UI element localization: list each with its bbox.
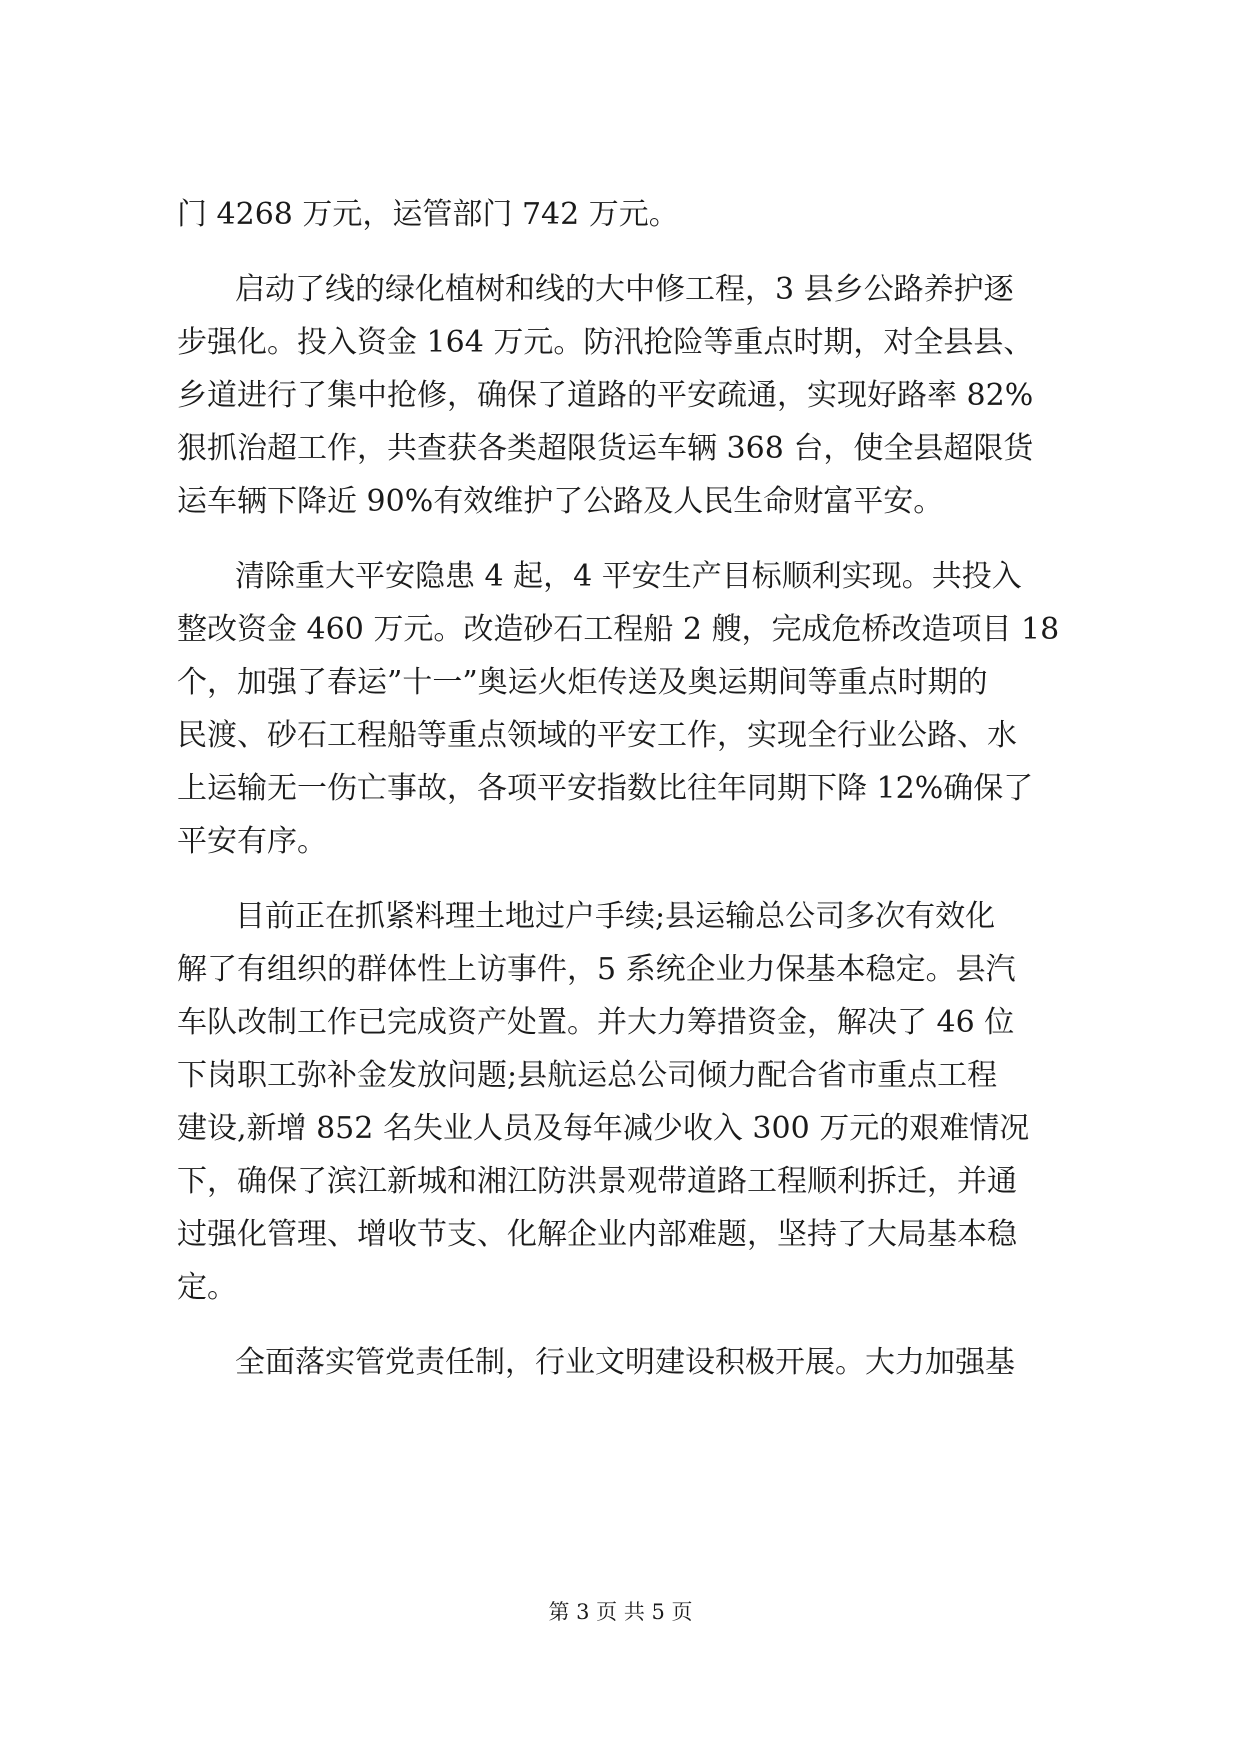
paragraph-line: 定。 <box>177 1270 237 1305</box>
paragraph-line: 清除重大平安隐患 4 起，4 平安生产目标顺利实现。共投入 <box>235 559 1022 594</box>
paragraph-line: 运车辆下降近 90%有效维护了公路及人民生命财富平安。 <box>177 484 944 519</box>
paragraph-line: 平安有序。 <box>177 824 327 859</box>
paragraph-line: 步强化。投入资金 164 万元。防汛抢险等重点时期，对全县县、 <box>177 325 1034 360</box>
paragraph-line: 解了有组织的群体性上访事件，5 系统企业力保基本稳定。县汽 <box>177 952 1016 987</box>
paragraph-line: 乡道进行了集中抢修，确保了道路的平安疏通，实现好路率 82% <box>177 378 1034 413</box>
paragraph-line: 建设,新增 852 名失业人员及每年减少收入 300 万元的艰难情况 <box>177 1111 1030 1146</box>
paragraph-line: 民渡、砂石工程船等重点领域的平安工作，实现全行业公路、水 <box>177 718 1017 753</box>
paragraph-line: 狠抓治超工作，共查获各类超限货运车辆 368 台，使全县超限货 <box>177 431 1034 466</box>
paragraph-line: 个，加强了春运”十一”奥运火炬传送及奥运期间等重点时期的 <box>177 665 988 700</box>
paragraph-line: 上运输无一伤亡事故，各项平安指数比往年同期下降 12%确保了 <box>177 771 1034 806</box>
paragraph-line: 过强化管理、增收节支、化解企业内部难题，坚持了大局基本稳 <box>177 1217 1017 1252</box>
paragraph-line: 目前正在抓紧料理土地过户手续;县运输总公司多次有效化 <box>235 899 996 934</box>
page-number-footer: 第 3 页 共 5 页 <box>548 1600 693 1624</box>
paragraph-line: 启动了线的绿化植树和线的大中修工程，3 县乡公路养护逐 <box>235 272 1014 307</box>
paragraph-line: 下岗职工弥补金发放问题;县航运总公司倾力配合省市重点工程 <box>177 1058 998 1093</box>
paragraph-line: 车队改制工作已完成资产处置。并大力筹措资金，解决了 46 位 <box>177 1005 1015 1040</box>
paragraph-line: 下，确保了滨江新城和湘江防洪景观带道路工程顺利拆迁，并通 <box>177 1164 1017 1199</box>
paragraph-line: 门 4268 万元，运管部门 742 万元。 <box>177 197 679 232</box>
paragraph-line: 全面落实管党责任制，行业文明建设积极开展。大力加强基 <box>235 1345 1015 1380</box>
paragraph-line: 整改资金 460 万元。改造砂石工程船 2 艘，完成危桥改造项目 18 <box>177 612 1060 647</box>
